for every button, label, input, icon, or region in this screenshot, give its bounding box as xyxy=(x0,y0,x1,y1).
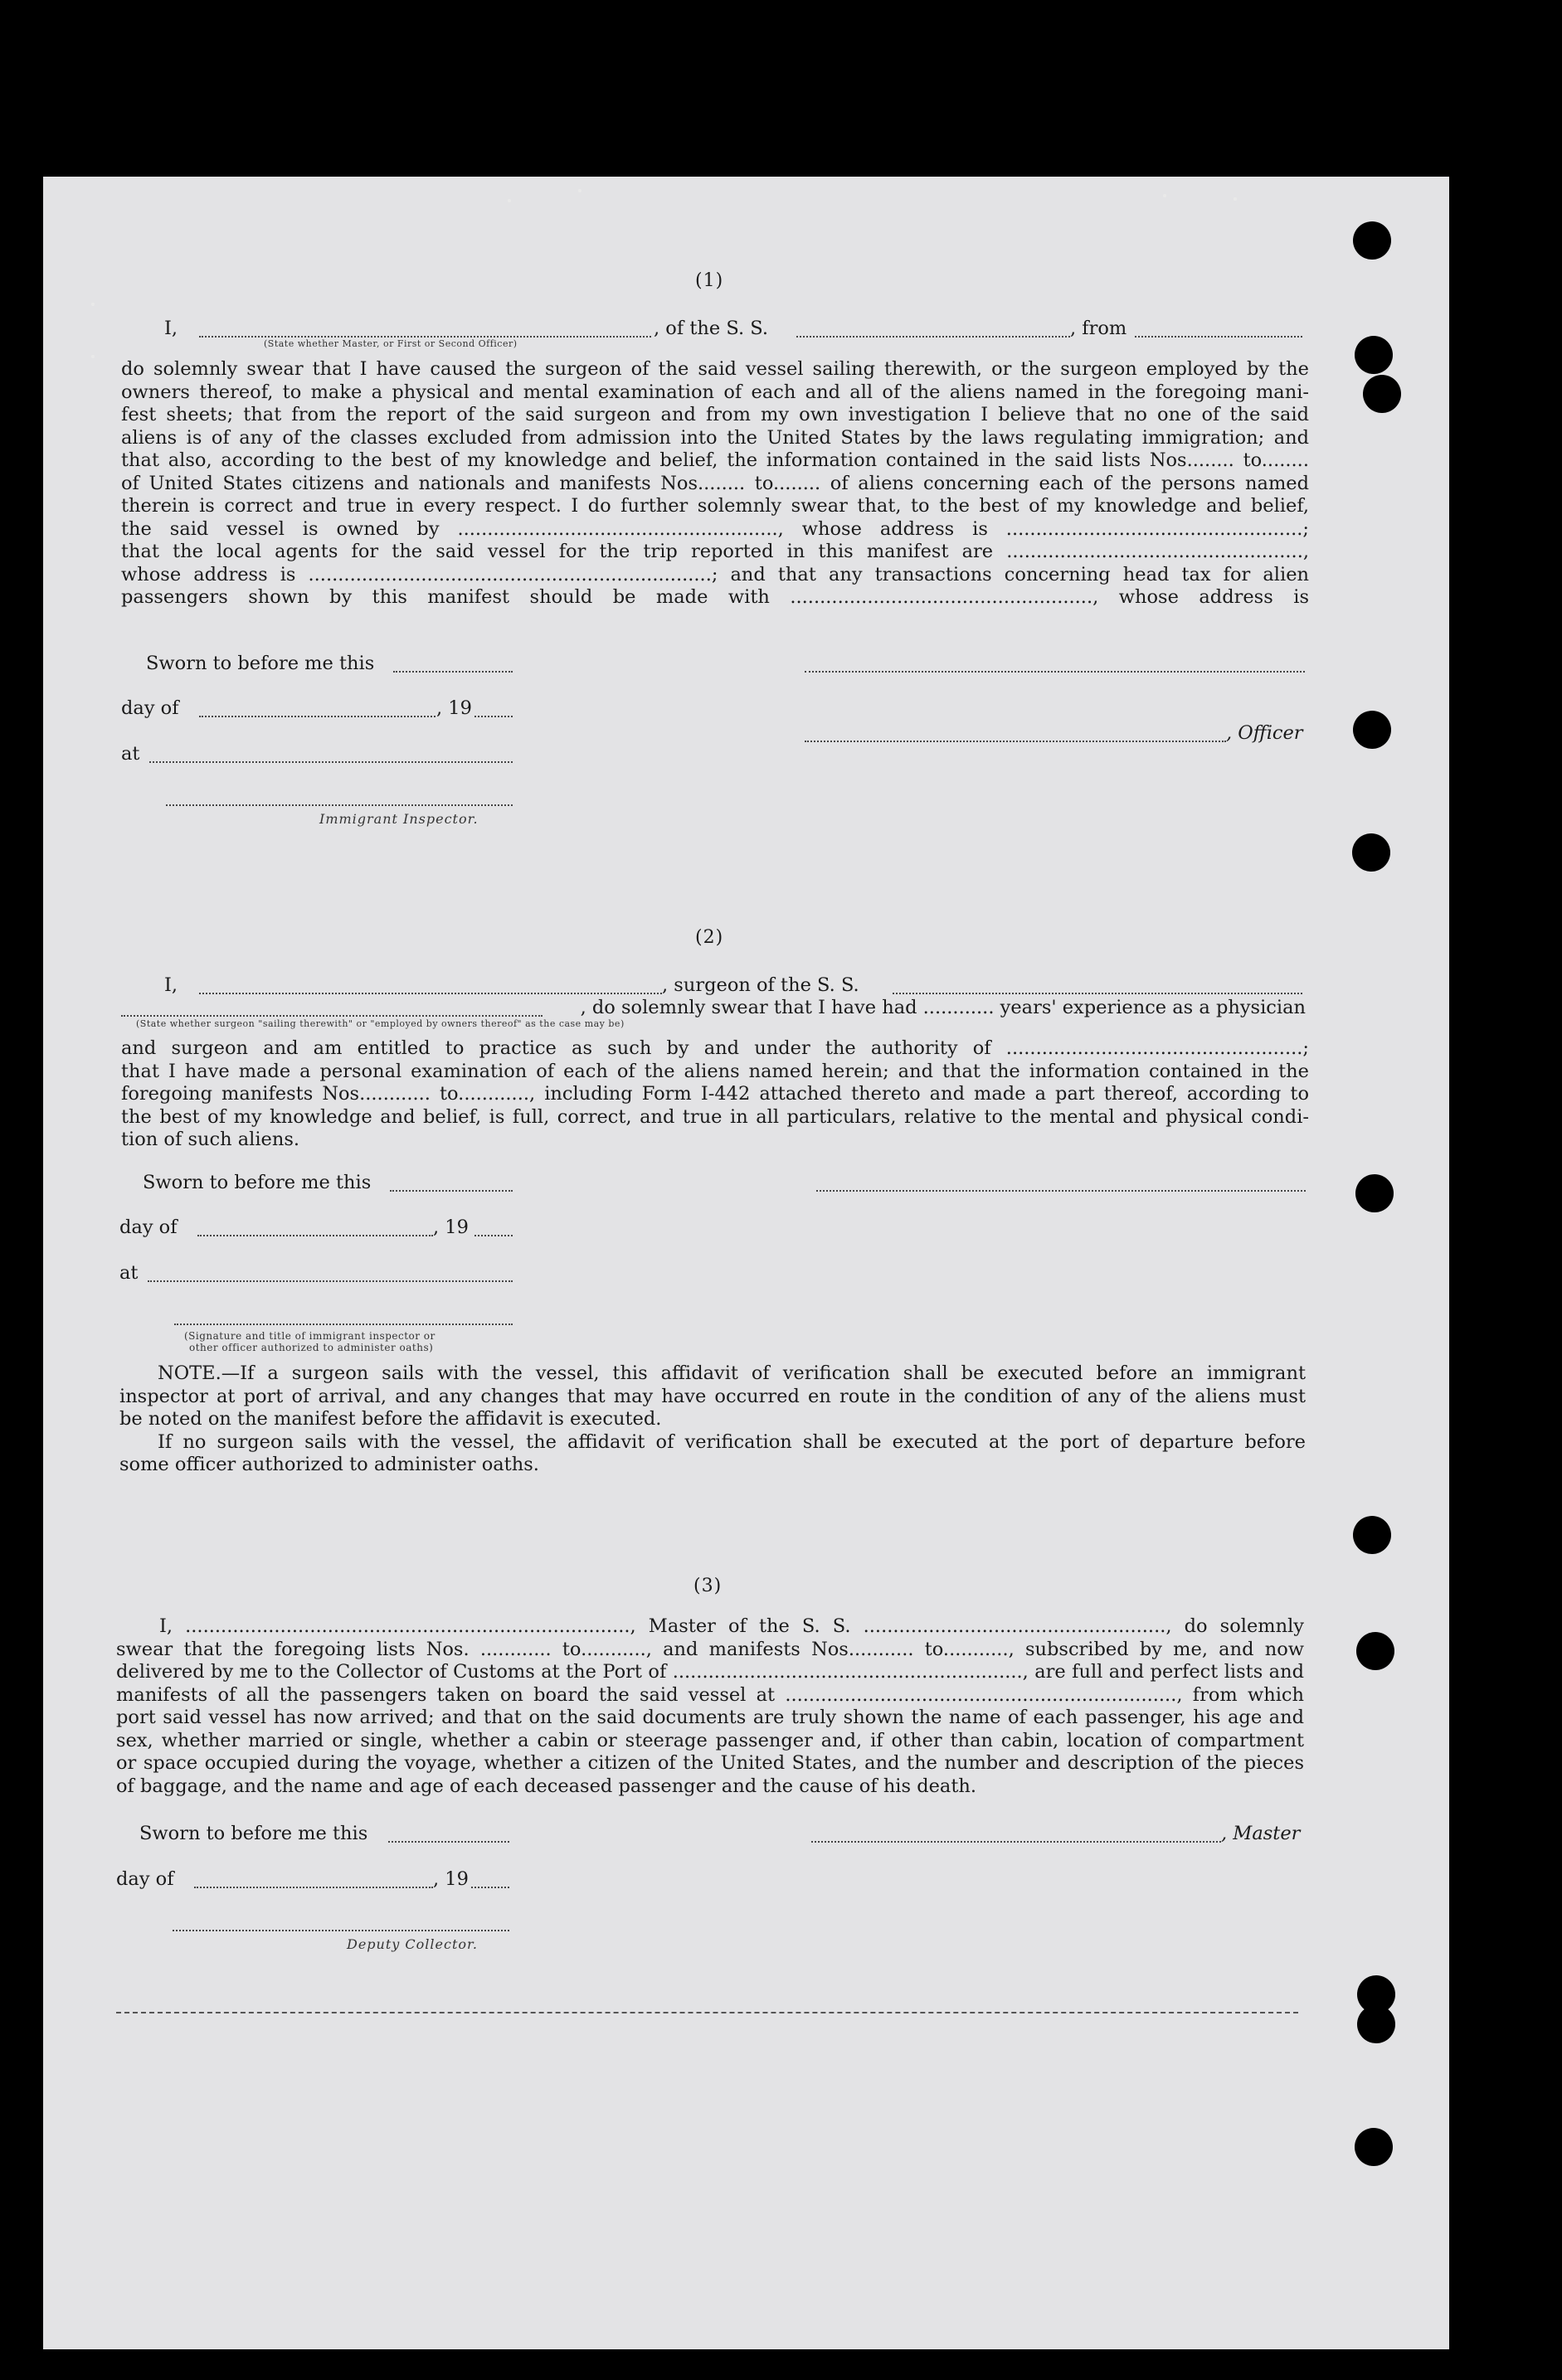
s1-from-field[interactable] xyxy=(1135,336,1302,338)
binder-hole xyxy=(1357,2005,1395,2043)
s1-day-of-label: day of xyxy=(121,697,179,719)
s1-body-line: do solemnly swear that I have caused the surgeon of the said vessel sailing therewith, or the surgeon employed by the xyxy=(121,358,1309,380)
section-3-body xyxy=(116,1615,1304,1798)
s2-year-label: , 19 xyxy=(433,1217,469,1238)
binder-hole xyxy=(1355,1174,1394,1212)
s3-body-line: or space occupied during the voyage, whether a citizen of the United States, and the number and description of the pieces xyxy=(116,1752,1304,1774)
s3-body-line: of baggage, and the name and age of each deceased passenger and the cause of his death. xyxy=(116,1775,977,1797)
s3-body-line: port said vessel has now arrived; and that on the said documents are truly shown the name of each passenger, his age and xyxy=(116,1707,1304,1728)
s1-body-line: aliens is of any of the classes excluded from admission into the United States by the laws regulating immigration; and xyxy=(121,426,1309,449)
s2-note-line: NOTE.—If a surgeon sails with the vessel, this affidavit of verification shall be executed before an immigrant xyxy=(158,1362,1306,1384)
section-2-number: (2) xyxy=(695,927,724,948)
s1-body-line: passengers shown by this manifest should be made with ..................................................., whose address is xyxy=(121,586,1309,608)
s2-surgeon-sig-field[interactable] xyxy=(816,1190,1306,1192)
s3-master-sig-field[interactable] xyxy=(811,1841,1221,1843)
s2-note-line: some officer authorized to administer oaths. xyxy=(119,1454,539,1475)
s3-day-of-field[interactable] xyxy=(194,1887,433,1888)
section-2-note xyxy=(119,1362,1306,1477)
border-speck xyxy=(91,303,95,306)
s2-at-field[interactable] xyxy=(148,1280,513,1282)
s1-body-line: therein is correct and true in every respect. I do further solemnly swear that, to the best of my knowledge and belief, xyxy=(121,495,1309,517)
s2-note-line: inspector at port of arrival, and any changes that may have occurred en route in the condition of any of the aliens must xyxy=(119,1385,1306,1407)
binder-hole xyxy=(1363,375,1401,413)
s2-at-label: at xyxy=(119,1262,139,1284)
binder-hole xyxy=(1356,1632,1394,1670)
s2-ship-name-field[interactable] xyxy=(893,993,1302,994)
s1-at-label: at xyxy=(121,743,140,765)
s2-body-line: foregoing manifests Nos............ to............, including Form I-442 attached thereto and made a part thereof, according to xyxy=(121,1083,1309,1105)
s1-at-field[interactable] xyxy=(149,761,513,763)
s2-body-line: the best of my knowledge and belief, is full, correct, and true in all particulars, relative to the mental and physical condi- xyxy=(121,1105,1309,1128)
s1-year-field[interactable] xyxy=(474,716,513,717)
s1-sworn-date-field[interactable] xyxy=(393,671,513,673)
s2-note-line: If no surgeon sails with the vessel, the affidavit of verification shall be executed at the port of departure before xyxy=(158,1430,1306,1453)
s1-officer-caption: (State whether Master, or First or Second Officer) xyxy=(264,338,518,349)
s1-sworn-label: Sworn to before me this xyxy=(146,653,375,674)
s3-body-line: I, ..........................................................................., Master of the S. S. ..................................................., do solemnly xyxy=(159,1615,1304,1637)
s2-sworn-date-field[interactable] xyxy=(390,1190,513,1192)
s1-body-line: fest sheets; that from the report of the said surgeon and from my own investigation I believe that no one of the said xyxy=(121,404,1309,425)
border-speck xyxy=(1163,194,1166,197)
s3-day-of-label: day of xyxy=(116,1868,174,1890)
s3-collector-sig-field[interactable] xyxy=(173,1930,509,1931)
s1-of-ss-label: , of the S. S. xyxy=(654,318,769,339)
s3-body-line: manifests of all the passengers taken on board the said vessel at .................................................................., from which xyxy=(116,1683,1304,1706)
s2-i-label: I, xyxy=(164,974,178,996)
border-speck xyxy=(91,355,95,358)
s3-body-line: swear that the foregoing lists Nos. ............ to..........., and manifests Nos........... to..........., subscribed by me, and now xyxy=(116,1638,1304,1660)
s1-inspector-caption: Immigrant Inspector. xyxy=(319,811,479,827)
s2-sig-caption-2: other officer authorized to administer oaths) xyxy=(189,1342,434,1353)
binder-hole xyxy=(1353,1516,1391,1554)
s2-line2: , do solemnly swear that I have had ............ years' experience as a physician xyxy=(580,997,1306,1018)
s1-year-label: , 19 xyxy=(436,697,472,719)
s1-officer-caption-label: , Officer xyxy=(1226,722,1303,744)
s3-year-field[interactable] xyxy=(471,1887,509,1888)
s1-i-label: I, xyxy=(164,318,178,339)
binder-hole xyxy=(1355,2128,1393,2166)
s2-day-of-label: day of xyxy=(119,1217,178,1238)
s1-day-of-field[interactable] xyxy=(199,716,436,717)
binder-hole xyxy=(1352,833,1390,872)
s3-collector-caption: Deputy Collector. xyxy=(347,1936,478,1952)
s3-body-line: sex, whether married or single, whether a cabin or steerage passenger and, if other than cabin, location of compartment xyxy=(116,1729,1304,1751)
s2-note-line: be noted on the manifest before the affidavit is executed. xyxy=(119,1408,662,1430)
s2-surgeon-name-field[interactable] xyxy=(199,993,662,994)
border-speck xyxy=(508,199,511,202)
s2-inspector-sig-field[interactable] xyxy=(174,1324,513,1325)
s1-body-line: the said vessel is owned by ......................................................, whose address is ..................................................; xyxy=(121,517,1309,540)
s1-body-line: that also, according to the best of my knowledge and belief, the information contained in the said lists Nos........ to........ xyxy=(121,449,1309,471)
s3-body-line: delivered by me to the Collector of Customs at the Port of ..........................................................., are full and perfect lists and xyxy=(116,1661,1304,1683)
border-speck xyxy=(578,189,581,192)
s1-officer-sig-line-1[interactable] xyxy=(805,671,1305,673)
s2-surgeon-caption: (State whether surgeon "sailing therewith" or "employed by owners thereof" as the case may be) xyxy=(136,1018,625,1029)
s1-inspector-sig-field[interactable] xyxy=(166,804,513,806)
s1-officer-name-field[interactable] xyxy=(199,336,651,338)
s2-sworn-label: Sworn to before me this xyxy=(143,1172,372,1193)
s1-ship-name-field[interactable] xyxy=(796,336,1070,338)
binder-hole xyxy=(1355,336,1393,374)
binder-hole xyxy=(1353,221,1391,260)
s1-body-line: owners thereof, to make a physical and mental examination of each and all of the aliens named in the foregoing mani- xyxy=(121,381,1309,403)
section-2-body xyxy=(121,1037,1309,1152)
binder-hole xyxy=(1353,711,1391,749)
s1-from-label: , from xyxy=(1070,318,1127,339)
s2-day-of-field[interactable] xyxy=(197,1235,433,1236)
s2-body-line: that I have made a personal examination of each of the aliens named herein; and that the information contained in the xyxy=(121,1060,1309,1082)
s1-body-line: that the local agents for the said vessel for the trip reported in this manifest are .................................................., xyxy=(121,541,1309,562)
s2-year-field[interactable] xyxy=(474,1235,513,1236)
s2-surgeon-label: , surgeon of the S. S. xyxy=(662,974,859,996)
s2-body-line: tion of such aliens. xyxy=(121,1129,300,1150)
border-speck xyxy=(1234,197,1237,201)
s1-body-line: of United States citizens and nationals and manifests Nos........ to........ of aliens concerning each of the persons named xyxy=(121,472,1309,494)
s3-master-caption: , Master xyxy=(1221,1823,1301,1844)
section-3-number: (3) xyxy=(693,1576,723,1596)
s2-surgeon-type-field[interactable] xyxy=(121,1015,543,1017)
section-1-number: (1) xyxy=(695,270,724,291)
bottom-divider xyxy=(116,2012,1298,2013)
s1-officer-sig-field[interactable] xyxy=(805,741,1226,742)
section-1-body xyxy=(121,358,1309,610)
s2-body-line: and surgeon and am entitled to practice as such by and under the authority of ..................................................; xyxy=(121,1037,1309,1059)
s3-year-label: , 19 xyxy=(433,1868,469,1890)
s3-sworn-date-field[interactable] xyxy=(388,1841,509,1843)
s3-sworn-label: Sworn to before me this xyxy=(139,1823,368,1844)
s1-body-line: whose address is ....................................................................; and that any transactions concerning head tax for alien xyxy=(121,563,1309,585)
s2-sig-caption-1: (Signature and title of immigrant inspector or xyxy=(184,1330,436,1342)
